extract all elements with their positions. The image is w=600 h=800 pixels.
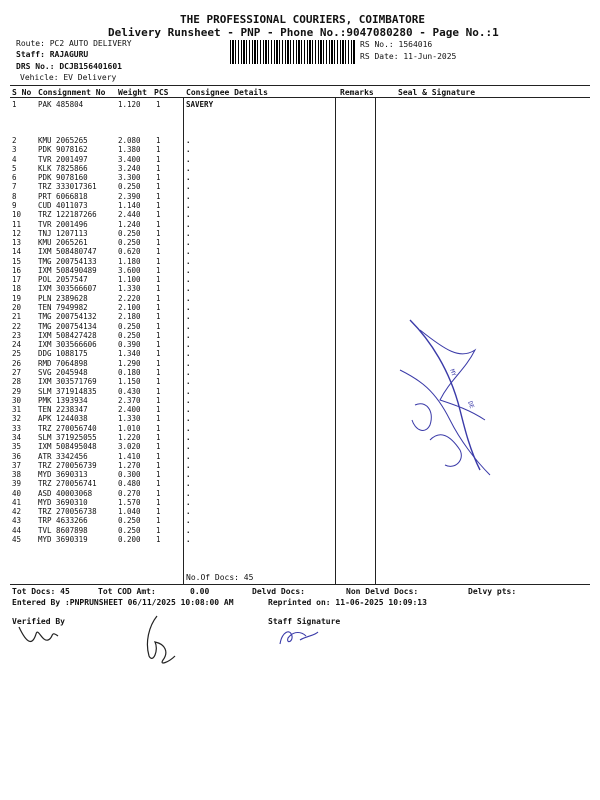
row-sno: 42 (12, 507, 22, 517)
total-docs: Tot Docs: 45 (12, 587, 70, 596)
total-cod-label: Tot COD Amt: (98, 587, 156, 596)
row-pcs: 1 (156, 247, 161, 257)
row-consignment-no: KMU 2065265 (38, 136, 88, 145)
table-row (10, 164, 580, 173)
table-row (10, 155, 580, 164)
row-pcs: 1 (156, 182, 161, 192)
row-sno: 30 (12, 395, 22, 405)
row-sno: 23 (12, 330, 22, 340)
row-consignment-no: TRP 4633266 (38, 516, 88, 526)
row-consignment-no: PRT 6066818 (38, 191, 88, 201)
row-weight: 0.250 (118, 182, 141, 192)
row-consignment-no: SLM 371925055 (38, 432, 97, 442)
row-consignment-no: IXM 303566606 (38, 340, 97, 350)
row-sno: 18 (12, 284, 22, 294)
row-weight: 1.240 (118, 219, 141, 229)
col-consignee: Consignee Details (186, 88, 268, 97)
row-weight: 1.570 (118, 497, 141, 507)
row-weight: 2.180 (118, 312, 141, 322)
reprinted-on: Reprinted on: 11-06-2025 10:09:13 (268, 598, 427, 607)
row-consignee: . (186, 386, 191, 396)
row-consignment-no: TRZ 270056740 (38, 423, 97, 433)
row-consignment-no: IXM 508427428 (38, 330, 97, 340)
col-seal: Seal & Signature (398, 88, 476, 97)
row-consignment-no: RMD 7064898 (38, 358, 88, 368)
col-consignment: Consignment No (38, 88, 106, 97)
row-weight: 0.250 (118, 228, 141, 238)
row-pcs: 1 (156, 284, 161, 294)
table-row (10, 516, 580, 525)
row-weight: 1.040 (118, 507, 141, 517)
row-consignee: . (186, 377, 191, 387)
row-consignment-no: CUD 4011073 (38, 200, 88, 210)
row-consignment-no: PAK 485804 (38, 100, 84, 109)
row-weight: 1.100 (118, 275, 141, 285)
row-pcs: 1 (156, 330, 161, 340)
rs-date-label: RS Date: 11-Jun-2025 (360, 52, 457, 61)
table-row (10, 479, 580, 488)
row-consignment-no: PMK 1393934 (38, 395, 88, 405)
row-consignee: . (186, 497, 191, 507)
vehicle-label: Vehicle: EV Delivery (20, 73, 117, 82)
row-sno: 14 (12, 247, 22, 257)
table-row (10, 498, 580, 507)
table-top-border (10, 85, 590, 86)
row-sno: 12 (12, 228, 22, 238)
row-sno: 32 (12, 414, 22, 424)
row-pcs: 1 (156, 488, 161, 498)
table-row (10, 210, 580, 219)
table-row (10, 192, 580, 201)
row-consignment-no: KMU 2065261 (38, 238, 88, 248)
table-row (10, 201, 580, 210)
row-weight: 0.480 (118, 479, 141, 489)
row-consignee: . (186, 173, 191, 183)
row-consignee: . (186, 451, 191, 461)
row-consignment-no: PDK 9078160 (38, 173, 88, 183)
table-row (10, 489, 580, 498)
row-pcs: 1 (156, 293, 161, 303)
row-sno: 38 (12, 470, 22, 480)
row-pcs: 1 (156, 507, 161, 517)
barcode-image (230, 40, 356, 64)
row-consignment-no: TRZ 270056739 (38, 460, 97, 470)
row-weight: 2.080 (118, 136, 141, 145)
row-consignee: . (186, 163, 191, 173)
row-weight: 2.370 (118, 395, 141, 405)
row-consignee: . (186, 200, 191, 210)
row-consignee: . (186, 256, 191, 266)
row-pcs: 1 (156, 191, 161, 201)
row-weight: 0.250 (118, 238, 141, 248)
row-pcs: 1 (156, 451, 161, 461)
table-row (10, 257, 580, 266)
row-pcs: 1 (156, 312, 161, 322)
row-pcs: 1 (156, 303, 161, 313)
table-row (10, 294, 580, 303)
row-weight: 1.150 (118, 377, 141, 387)
row-pcs: 1 (156, 145, 161, 155)
row-consignment-no: TRZ 122187266 (38, 210, 97, 220)
row-sno: 9 (12, 200, 17, 210)
row-consignment-no: APK 1244038 (38, 414, 88, 424)
row-pcs: 1 (156, 163, 161, 173)
row-pcs: 1 (156, 368, 161, 377)
row-sno: 29 (12, 386, 22, 396)
row-consignment-no: POL 2057547 (38, 275, 88, 285)
row-sno: 25 (12, 349, 22, 359)
row-consignee: . (186, 442, 191, 452)
row-consignee: . (186, 265, 191, 275)
row-weight: 3.400 (118, 154, 141, 164)
col-remarks: Remarks (340, 88, 374, 97)
row-weight: 2.440 (118, 210, 141, 220)
col-weight: Weight (118, 88, 147, 97)
row-consignee: . (186, 182, 191, 192)
row-sno: 26 (12, 358, 22, 368)
row-pcs: 1 (156, 535, 161, 545)
row-consignee: . (186, 349, 191, 359)
row-sno: 16 (12, 265, 22, 275)
row-pcs: 1 (156, 100, 161, 109)
row-consignee: . (186, 321, 191, 331)
delivery-points: Delvy pts: (468, 587, 517, 596)
row-consignee: . (186, 228, 191, 238)
row-consignee: . (186, 432, 191, 442)
row-pcs: 1 (156, 173, 161, 183)
row-sno: 6 (12, 173, 17, 183)
row-sno: 24 (12, 340, 22, 350)
table-row (10, 535, 580, 544)
col-sno: S No (12, 88, 32, 97)
row-consignee: . (186, 340, 191, 350)
row-pcs: 1 (156, 219, 161, 229)
row-pcs: 1 (156, 275, 161, 285)
row-consignee: . (186, 154, 191, 164)
table-row (10, 247, 580, 256)
row-consignment-no: IXM 508490489 (38, 265, 97, 275)
row-weight: 0.300 (118, 470, 141, 480)
row-weight: 0.250 (118, 525, 141, 535)
row-consignee: . (186, 479, 191, 489)
delivered-docs: Delvd Docs: (252, 587, 305, 596)
row-consignment-no: TMG 200754132 (38, 312, 97, 322)
row-consignee: . (186, 358, 191, 368)
row-consignee: . (186, 312, 191, 322)
row-sno: 2 (12, 136, 17, 145)
row-consignee: . (186, 238, 191, 248)
route-label: Route: PC2 AUTO DELIVERY (16, 39, 132, 48)
row-consignment-no: TNJ 1207113 (38, 228, 88, 238)
total-cod-value: 0.00 (190, 587, 210, 596)
row-sno: 5 (12, 163, 17, 173)
row-sno: 7 (12, 182, 17, 192)
row-sno: 36 (12, 451, 22, 461)
row-sno: 39 (12, 479, 22, 489)
row-consignment-no: TRZ 270056741 (38, 479, 97, 489)
table-row (10, 266, 580, 275)
row-pcs: 1 (156, 479, 161, 489)
row-sno: 20 (12, 303, 22, 313)
row-sno: 17 (12, 275, 22, 285)
row-sno: 21 (12, 312, 22, 322)
row-sno: 8 (12, 191, 17, 201)
table-row (10, 220, 580, 229)
row-pcs: 1 (156, 154, 161, 164)
row-sno: 45 (12, 535, 22, 545)
row-pcs: 1 (156, 265, 161, 275)
row-sno: 40 (12, 488, 22, 498)
row-consignee: . (186, 275, 191, 285)
table-row (10, 173, 580, 182)
row-consignee: . (186, 460, 191, 470)
staff-signature-icon (276, 624, 321, 649)
table-row (10, 136, 580, 145)
row-consignment-no: KLK 7825866 (38, 163, 88, 173)
row-pcs: 1 (156, 200, 161, 210)
row-weight: 0.250 (118, 516, 141, 526)
row-weight: 2.390 (118, 191, 141, 201)
row-pcs: 1 (156, 136, 161, 145)
row-sno: 37 (12, 460, 22, 470)
row-sno: 1 (12, 100, 17, 109)
row-consignee: . (186, 395, 191, 405)
row-pcs: 1 (156, 386, 161, 396)
row-weight: 3.600 (118, 265, 141, 275)
entered-by: Entered By :PNPRUNSHEET 06/11/2025 10:08:00 AM (12, 598, 234, 607)
table-header-border (10, 97, 590, 98)
row-consignment-no: SVG 2045948 (38, 368, 88, 377)
verifier-signature-icon (14, 622, 64, 652)
row-sno: 27 (12, 368, 22, 377)
row-consignment-no: MYD 3690313 (38, 470, 88, 480)
row-consignee: . (186, 247, 191, 257)
row-consignment-no: TMG 200754133 (38, 256, 97, 266)
row-weight: 1.330 (118, 284, 141, 294)
row-sno: 34 (12, 432, 22, 442)
row-consignment-no: TEN 7949982 (38, 303, 88, 313)
row-pcs: 1 (156, 238, 161, 248)
row-sno: 13 (12, 238, 22, 248)
row-pcs: 1 (156, 497, 161, 507)
table-row (10, 275, 580, 284)
row-consignee: . (186, 145, 191, 155)
row-sno: 15 (12, 256, 22, 266)
row-pcs: 1 (156, 256, 161, 266)
row-sno: 3 (12, 145, 17, 155)
row-pcs: 1 (156, 525, 161, 535)
row-weight: 1.410 (118, 451, 141, 461)
row-consignment-no: IXM 303571769 (38, 377, 97, 387)
row-pcs: 1 (156, 358, 161, 368)
row-pcs: 1 (156, 470, 161, 480)
row-consignment-no: IXM 508480747 (38, 247, 97, 257)
runsheet-subtitle: Delivery Runsheet - PNP - Phone No.:9047080280 - Page No.:1 (108, 26, 499, 39)
row-weight: 1.140 (118, 200, 141, 210)
rs-no-label: RS No.: 1564016 (360, 40, 433, 49)
row-sno: 10 (12, 210, 22, 220)
row-consignee: . (186, 210, 191, 220)
table-row (10, 526, 580, 535)
row-weight: 1.380 (118, 145, 141, 155)
row-consignee: . (186, 535, 191, 545)
row-weight: 0.180 (118, 368, 141, 377)
row-sno: 41 (12, 497, 22, 507)
row-consignment-no: IXM 508495048 (38, 442, 97, 452)
staff-label: Staff: RAJAGURU (16, 50, 89, 59)
row-sno: 22 (12, 321, 22, 331)
row-consignment-no: TVR 2001497 (38, 154, 88, 164)
table-bottom-border (10, 584, 590, 585)
seal-stamp-icon (390, 310, 500, 480)
row-sno: 4 (12, 154, 17, 164)
row-weight: 1.220 (118, 432, 141, 442)
row-sno: 31 (12, 405, 22, 415)
row-weight: 0.250 (118, 321, 141, 331)
row-weight: 3.300 (118, 173, 141, 183)
row-consignment-no: MYD 3690319 (38, 535, 88, 545)
drs-label: DRS No.: DCJB156401601 (16, 62, 122, 71)
row-consignment-no: PLN 2389628 (38, 293, 88, 303)
row-sno: 28 (12, 377, 22, 387)
company-title: THE PROFESSIONAL COURIERS, COIMBATORE (180, 13, 426, 26)
row-weight: 3.240 (118, 163, 141, 173)
row-sno: 19 (12, 293, 22, 303)
row-weight: 0.390 (118, 340, 141, 350)
row-pcs: 1 (156, 349, 161, 359)
non-delivered-docs: Non Delvd Docs: (346, 587, 419, 596)
row-consignee: . (186, 368, 191, 377)
row-weight: 1.180 (118, 256, 141, 266)
row-consignee: . (186, 488, 191, 498)
row-consignment-no: TRZ 270056738 (38, 507, 97, 517)
row-weight: 1.270 (118, 460, 141, 470)
svg-text:DE: DE (466, 400, 476, 410)
row-consignee: SAVERY (186, 100, 214, 109)
staff-signature-label: Staff Signature (268, 617, 341, 626)
svg-text:MY: MY (448, 368, 458, 378)
row-consignee: . (186, 470, 191, 480)
row-consignee: . (186, 136, 191, 145)
col-pcs: PCS (154, 88, 169, 97)
row-pcs: 1 (156, 442, 161, 452)
row-weight: 0.430 (118, 386, 141, 396)
row-consignee: . (186, 330, 191, 340)
row-sno: 44 (12, 525, 22, 535)
row-consignee: . (186, 423, 191, 433)
row-consignee: . (186, 219, 191, 229)
row-sno: 11 (12, 219, 22, 229)
row-weight: 0.270 (118, 488, 141, 498)
row-consignment-no: SLM 371914835 (38, 386, 97, 396)
row-sno: 43 (12, 516, 22, 526)
row-weight: 2.100 (118, 303, 141, 313)
row-consignee: . (186, 516, 191, 526)
row-pcs: 1 (156, 432, 161, 442)
row-weight: 0.200 (118, 535, 141, 545)
row-weight: 3.020 (118, 442, 141, 452)
table-row (10, 507, 580, 516)
table-row (10, 238, 580, 247)
row-pcs: 1 (156, 423, 161, 433)
row-consignment-no: PDK 9078162 (38, 145, 88, 155)
row-consignee: . (186, 293, 191, 303)
row-consignment-no: ATR 3342456 (38, 451, 88, 461)
row-pcs: 1 (156, 377, 161, 387)
row-consignment-no: DDG 1088175 (38, 349, 88, 359)
row-consignment-no: ASD 40003068 (38, 488, 93, 498)
row-weight: 0.620 (118, 247, 141, 257)
row-consignee: . (186, 303, 191, 313)
row-consignee: . (186, 191, 191, 201)
row-consignment-no: TVR 2001496 (38, 219, 88, 229)
row-consignment-no: IXM 303566607 (38, 284, 97, 294)
row-consignment-no: TEN 2238347 (38, 405, 88, 415)
table-row (10, 284, 580, 293)
row-weight: 2.220 (118, 293, 141, 303)
row-consignee: . (186, 284, 191, 294)
handwritten-signature-icon (135, 612, 180, 667)
row-pcs: 1 (156, 414, 161, 424)
row-weight: 1.340 (118, 349, 141, 359)
row-weight: 1.330 (118, 414, 141, 424)
row-weight: 0.250 (118, 330, 141, 340)
row-consignee: . (186, 507, 191, 517)
row-pcs: 1 (156, 228, 161, 238)
verified-by-label: Verified By (12, 617, 65, 626)
row-weight: 1.120 (118, 100, 141, 109)
row-pcs: 1 (156, 516, 161, 526)
row-weight: 1.010 (118, 423, 141, 433)
table-row (10, 145, 580, 154)
row-consignee: . (186, 525, 191, 535)
table-row (10, 182, 580, 191)
no-of-docs: No.Of Docs: 45 (186, 573, 254, 582)
row-consignee: . (186, 414, 191, 424)
table-row (10, 229, 580, 238)
table-row (10, 100, 580, 109)
row-consignment-no: TMG 200754134 (38, 321, 97, 331)
row-sno: 35 (12, 442, 22, 452)
row-pcs: 1 (156, 460, 161, 470)
row-pcs: 1 (156, 210, 161, 220)
row-consignment-no: TVL 8607898 (38, 525, 88, 535)
row-consignment-no: TRZ 333017361 (38, 182, 97, 192)
row-pcs: 1 (156, 395, 161, 405)
row-pcs: 1 (156, 321, 161, 331)
row-consignment-no: MYD 3690310 (38, 497, 88, 507)
row-consignee: . (186, 405, 191, 415)
row-weight: 2.400 (118, 405, 141, 415)
row-pcs: 1 (156, 405, 161, 415)
row-sno: 33 (12, 423, 22, 433)
row-pcs: 1 (156, 340, 161, 350)
row-weight: 1.290 (118, 358, 141, 368)
